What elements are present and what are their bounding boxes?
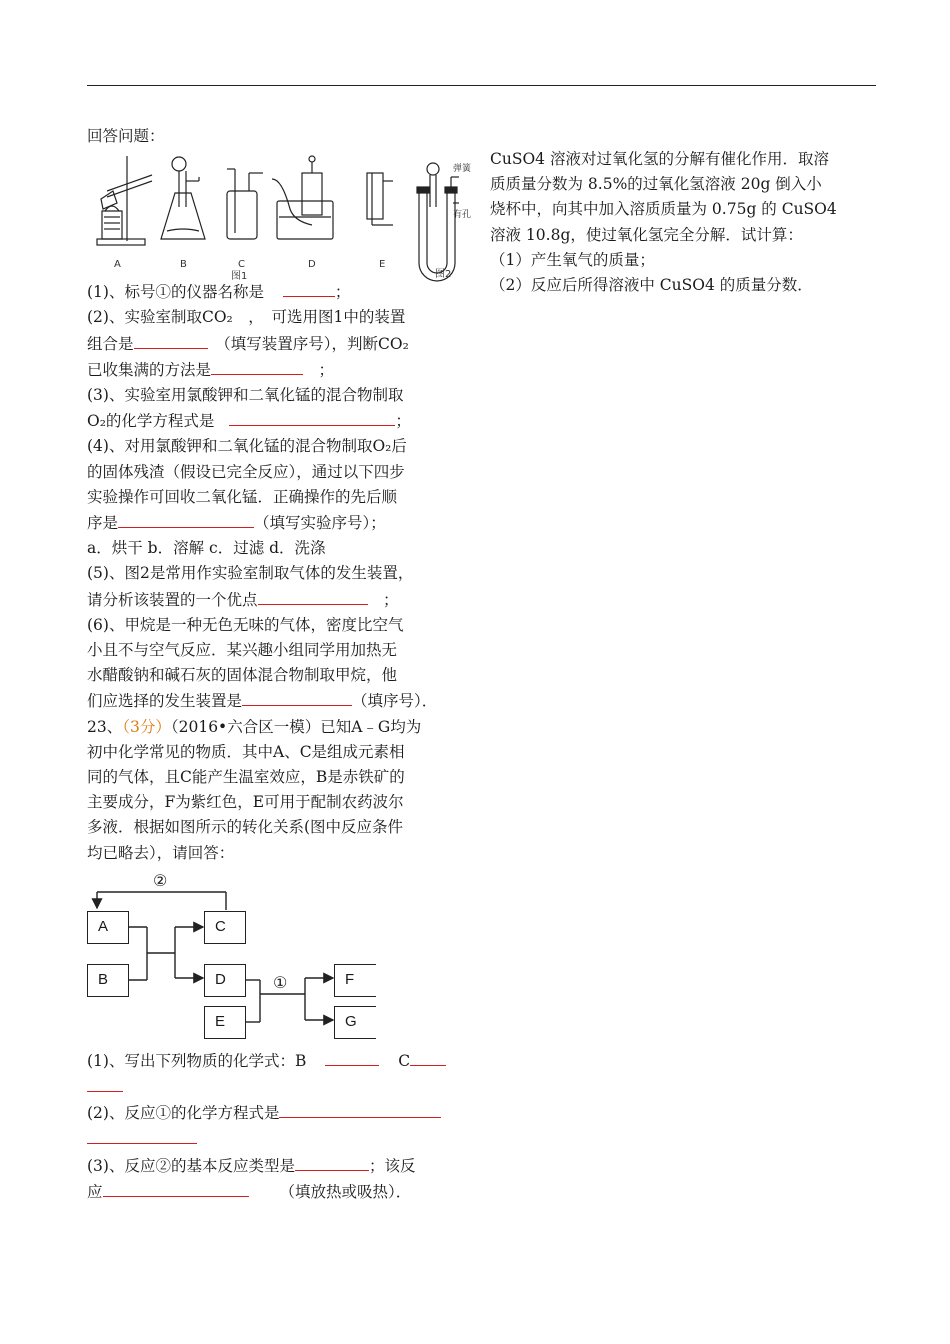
- q23-sub3-line2: 应 （填放热或吸热）．: [87, 1179, 477, 1205]
- apparatus-figure: [87, 151, 472, 283]
- q24-line1: CuSO4 溶液对过氧化氢的分解有催化作用．取溶: [490, 150, 829, 168]
- q22-part4-line1: (4)、对用氯酸钾和二氧化锰的混合物制取O₂后: [87, 437, 407, 456]
- fig-label-b: B: [180, 259, 187, 271]
- q23-line3: 同的气体，且C能产生温室效应，B是赤铁矿的: [87, 768, 405, 787]
- q22-part2-line3: 已收集满的方法是 ；: [87, 357, 477, 383]
- fig-label-c: C: [238, 259, 245, 271]
- answer-blank[interactable]: [103, 1179, 249, 1197]
- fig1-caption: 图1: [231, 271, 248, 283]
- q22-part6-line2: 小且不与空气反应．某兴趣小组同学用加热无: [87, 641, 398, 660]
- node-d: D: [204, 964, 246, 997]
- q22-part4-line4: 序是 （填写实验序号）；: [87, 510, 477, 536]
- q22-part4-options: a．烘干 b．溶解 c．过滤 d．洗涤: [87, 539, 326, 558]
- q22-part6-line4: 们应选择的发生装置是 （填序号）．: [87, 688, 477, 714]
- q24-line4: 溶液 10.8g，使过氧化氢完全分解．试计算：: [490, 225, 803, 244]
- fig-label-d: D: [308, 259, 316, 271]
- q22-part4-line2: 的固体残渣（假设已完全反应），通过以下四步: [87, 462, 405, 481]
- answer-blank[interactable]: [325, 1048, 379, 1066]
- answer-blank[interactable]: [279, 1100, 441, 1118]
- q24-item1: （1）产生氧气的质量；: [490, 250, 655, 269]
- q24-item2: （2）反应后所得溶液中 CuSO4 的质量分数．: [490, 276, 813, 295]
- node-c: C: [204, 911, 246, 944]
- fig-label-e: E: [379, 259, 386, 271]
- node-e: E: [204, 1006, 246, 1039]
- q24-line2: 质质量分数为 8.5%的过氧化氢溶液 20g 倒入小: [490, 175, 822, 194]
- answer-blank[interactable]: [87, 1126, 197, 1144]
- q23-sub2-cont: [87, 1126, 477, 1152]
- answer-blank[interactable]: [229, 408, 395, 426]
- q23-sub1: (1)、写出下列物质的化学式：B C: [87, 1048, 477, 1074]
- reaction-2-label: ②: [153, 870, 168, 890]
- fig2-label-hole: 有孔: [453, 210, 472, 221]
- q23-sub3: (3)、反应②的基本反应类型是 ；该反: [87, 1153, 477, 1179]
- answer-blank[interactable]: [134, 331, 208, 349]
- answer-blank[interactable]: [242, 688, 352, 706]
- fig2-caption: 图2: [435, 269, 452, 281]
- apparatus-drawing: [87, 151, 472, 283]
- fig2-label-spring: 弹簧: [453, 164, 472, 175]
- q24-line3: 烧杯中，向其中加入溶质质量为 0.75g 的 CuSO4: [490, 200, 837, 219]
- q23-sub2: (2)、反应①的化学方程式是: [87, 1100, 477, 1126]
- node-f: F: [334, 964, 376, 997]
- q23-sub1-cont: [87, 1074, 477, 1100]
- node-b: B: [87, 964, 129, 997]
- node-g: G: [334, 1006, 376, 1039]
- answer-blank[interactable]: [87, 1074, 123, 1092]
- header-rule: [87, 85, 876, 86]
- q22-part2-line1: (2)、实验室制取CO₂ ， 可选用图1中的装置: [87, 308, 406, 327]
- q22-part4-line3: 实验操作可回收二氧化锰．正确操作的先后顺: [87, 487, 398, 506]
- q22-part1: (1)、标号①的仪器名称是 ；: [87, 279, 477, 305]
- conversion-diagram: [87, 870, 387, 1048]
- q23-line5: 多液．根据如图所示的转化关系(图中反应条件: [87, 818, 404, 837]
- answer-blank[interactable]: [211, 357, 303, 375]
- answer-blank[interactable]: [258, 587, 368, 605]
- q22-part5-line2: 请分析该装置的一个优点 ；: [87, 587, 477, 613]
- q22-part3-line1: (3)、实验室用氯酸钾和二氧化锰的混合物制取: [87, 386, 404, 405]
- score-badge: （3分）: [122, 717, 171, 736]
- reaction-1-label: ①: [273, 972, 288, 992]
- q22-part2-line2: 组合是 （填写装置序号），判断CO₂: [87, 331, 477, 357]
- intro-text: 回答问题：: [87, 127, 165, 145]
- q22-part5-line1: (5)、图2是常用作实验室制取气体的发生装置，: [87, 564, 414, 583]
- answer-blank[interactable]: [295, 1153, 369, 1171]
- answer-blank[interactable]: [118, 510, 254, 528]
- answer-blank[interactable]: [410, 1048, 446, 1066]
- q23-line4: 主要成分，F为紫红色，E可用于配制农药波尔: [87, 793, 404, 812]
- q22-part3-line2: O₂的化学方程式是 ；: [87, 408, 477, 434]
- q22-part6-line1: (6)、甲烷是一种无色无味的气体，密度比空气: [87, 615, 404, 634]
- q23-line2: 初中化学常见的物质．其中A、C是组成元素相: [87, 742, 405, 761]
- node-a: A: [87, 911, 129, 944]
- answer-blank[interactable]: [283, 279, 335, 297]
- fig-label-a: A: [114, 259, 121, 271]
- right-column: [490, 147, 885, 298]
- q23-line6: 均已略去），请回答：: [87, 843, 235, 862]
- q23-line1: 23、（3分）（2016•六合区一模）已知A﹣G均为: [87, 717, 422, 736]
- left-column: [87, 124, 477, 1205]
- q22-part6-line3: 水醋酸钠和碱石灰的固体混合物制取甲烷，他: [87, 666, 398, 685]
